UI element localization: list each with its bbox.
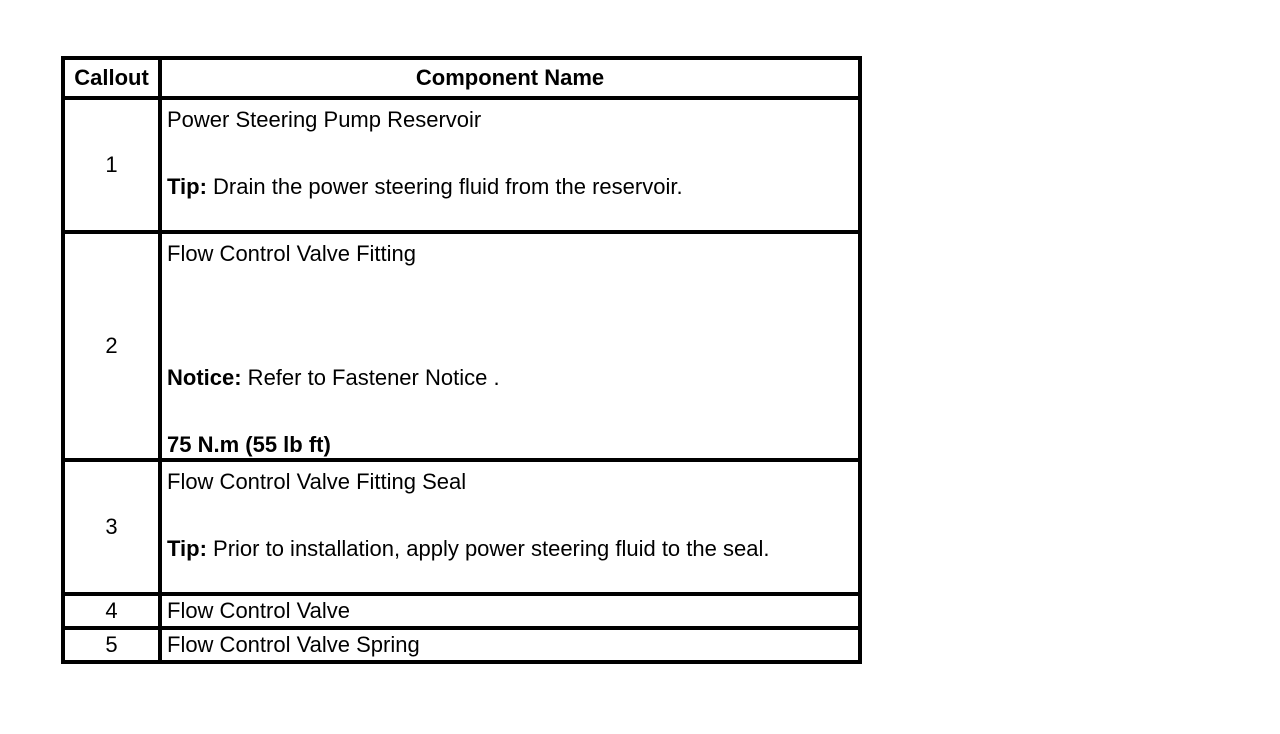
tip-text: Prior to installation, apply power steering fluid to the seal.: [206, 536, 770, 561]
notice-line: [167, 365, 858, 391]
component-name: Flow Control Valve Fitting Seal: [167, 469, 467, 494]
tip-line: [167, 536, 858, 562]
callout-number: 2: [63, 232, 160, 460]
table-header-row: [63, 58, 860, 98]
component-name: Flow Control Valve Spring: [167, 632, 420, 657]
tip-label: Tip:: [167, 174, 207, 199]
tip-label: Tip:: [167, 536, 207, 561]
table-row: [63, 594, 860, 628]
component-cell: [160, 628, 860, 662]
component-cell: [160, 460, 860, 594]
component-name: Flow Control Valve: [167, 598, 350, 623]
component-cell: [160, 98, 860, 232]
tip-line: [167, 174, 858, 200]
callout-number: 3: [63, 460, 160, 594]
notice-text: Refer to Fastener Notice .: [241, 365, 500, 390]
callout-number: 5: [63, 628, 160, 662]
callout-number: 4: [63, 594, 160, 628]
table-row: [63, 232, 860, 460]
table-row: [63, 628, 860, 662]
callout-table: [61, 56, 862, 664]
component-name: Flow Control Valve Fitting: [167, 241, 417, 266]
torque-spec: 75 N.m (55 lb ft): [167, 432, 331, 457]
header-callout: Callout: [63, 58, 160, 98]
table-row: [63, 98, 860, 232]
component-cell: [160, 232, 860, 460]
header-component-name: Component Name: [160, 58, 860, 98]
component-name: Power Steering Pump Reservoir: [167, 107, 482, 132]
table-row: [63, 460, 860, 594]
callout-number: 1: [63, 98, 160, 232]
component-cell: [160, 594, 860, 628]
tip-text: Drain the power steering fluid from the reservoir.: [206, 174, 683, 199]
notice-label: Notice:: [167, 365, 242, 390]
